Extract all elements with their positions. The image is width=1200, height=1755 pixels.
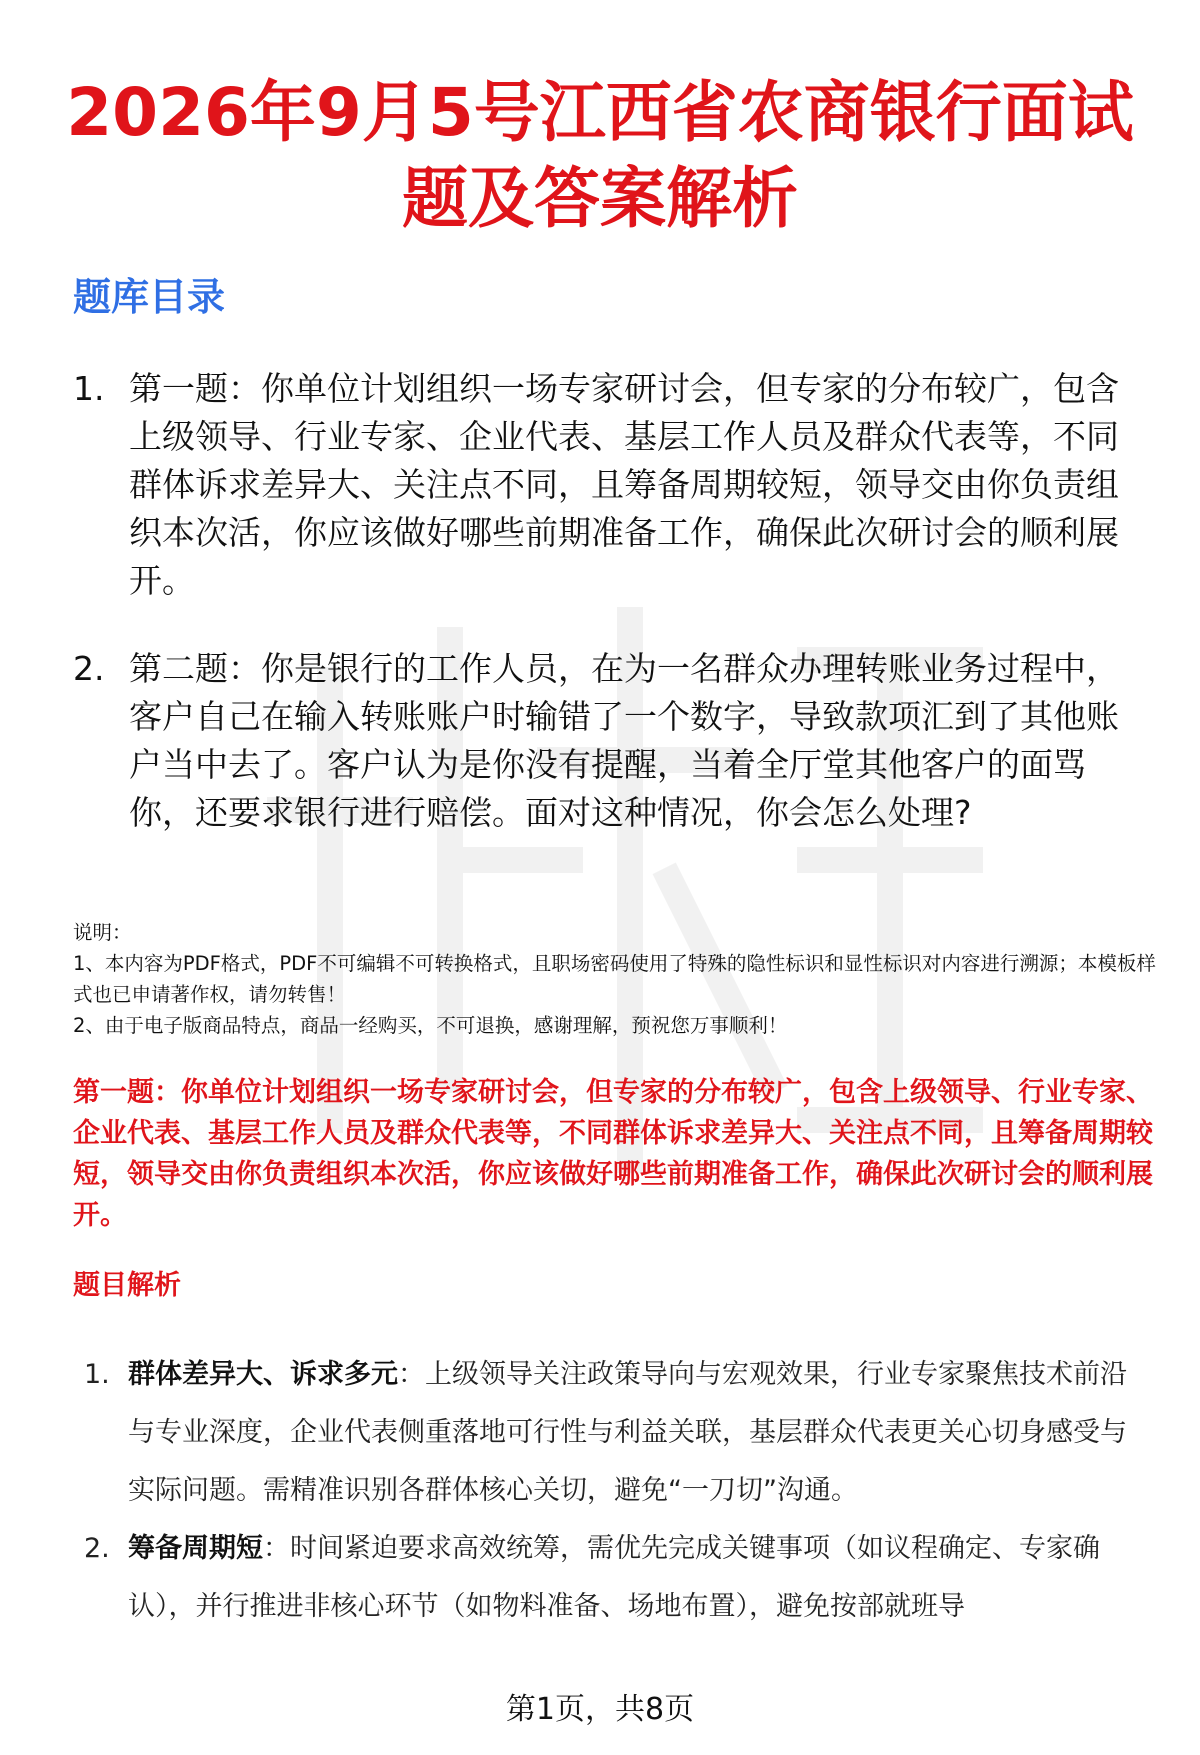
notes-line-2: 2、由于电子版商品特点，商品一经购买，不可退换，感谢理解，预祝您万事顺利！ — [73, 1014, 788, 1037]
toc-item[interactable] — [73, 365, 1143, 605]
analysis-item-number: 2. — [84, 1533, 110, 1564]
page-footer: 第1页，共8页 — [505, 1692, 695, 1727]
toc-item-text: 第一题：你单位计划组织一场专家研讨会，但专家的分布较广，包含上级领导、行业专家、企业代表、基层工作人员及群众代表等，不同群体诉求差异大、关注点不同，且筹备周期较短，领导交由你负责组织本次活，你应该做好哪些前期准备工作，确保此次研讨会的顺利展开。 — [129, 369, 1119, 600]
document-title: 2026年9月5号江西省农商银行面试题及答案解析 — [66, 74, 1134, 237]
analysis-item — [80, 1346, 1150, 1520]
analysis-item-number: 1. — [84, 1359, 110, 1390]
toc-item-number: 2. — [73, 649, 105, 688]
toc-item-text: 第二题：你是银行的工作人员，在为一名群众办理转账业务过程中，客户自己在输入转账账户时输错了一个数字，导致款项汇到了其他账户当中去了。客户认为是你没有提醒，当着全厅堂其他客户的面骂你，还要求银行进行赔偿。面对这种情况，你会怎么处理? — [129, 649, 1119, 832]
analysis-item-text: ：时间紧迫要求高效统筹，需优先完成关键事项（如议程确定、专家确认），并行推进非核心环节（如物料准备、场地布置），避免按部就班导 — [128, 1533, 1100, 1622]
analysis-item — [80, 1520, 1150, 1636]
analysis-item-text: ：上级领导关注政策导向与宏观效果，行业专家聚焦技术前沿与专业深度，企业代表侧重落地可行性与利益关联，基层群众代表更关心切身感受与实际问题。需精准识别各群体核心关切，避免“一刀切”沟通。 — [128, 1359, 1127, 1506]
toc-item-number: 1. — [73, 369, 105, 408]
toc-heading: 题库目录 — [73, 275, 226, 319]
notes-label: 说明： — [73, 921, 132, 944]
analysis-item-term: 群体差异大、诉求多元 — [128, 1359, 398, 1390]
notes-block — [73, 917, 1163, 1041]
notes-line-1: 1、本内容为PDF格式，PDF不可编辑不可转换格式，且职场密码使用了特殊的隐性标识和显性标识对内容进行溯源；本模板样式也已申请著作权，请勿转售！ — [73, 952, 1156, 1006]
analysis-list — [80, 1346, 1150, 1636]
question-1-heading: 第一题：你单位计划组织一场专家研讨会，但专家的分布较广，包含上级领导、行业专家、企业代表、基层工作人员及群众代表等，不同群体诉求差异大、关注点不同，且筹备周期较短，领导交由你负责组织本次活，你应该做好哪些前期准备工作，确保此次研讨会的顺利展开。 — [73, 1077, 1153, 1231]
toc-list — [73, 365, 1143, 837]
analysis-item-term: 筹备周期短 — [128, 1533, 263, 1564]
analysis-heading: 题目解析 — [73, 1270, 181, 1301]
toc-item[interactable] — [73, 645, 1143, 837]
